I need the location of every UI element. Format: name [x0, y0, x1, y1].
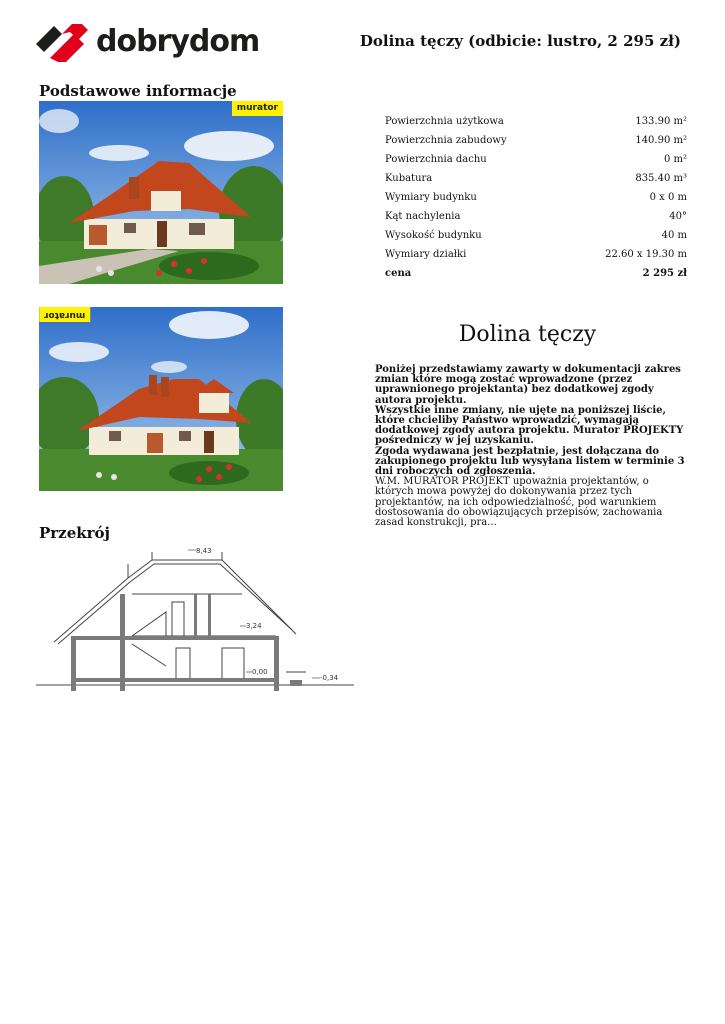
spec-label: Powierzchnia dachu: [385, 154, 487, 165]
spec-row: [385, 131, 687, 150]
spec-row: [385, 112, 687, 131]
description-bold-2: Wszystkie inne zmiany, nie ujęte na poniższej liście, które chcieliby Państwo wprowadzić, wymagają dodatkowej zgody autora projektu. Murator PROJEKTY pośredniczy w jej uzyskaniu.: [375, 404, 684, 447]
brand-name: dobrydom: [96, 24, 260, 59]
murator-badge: murator: [232, 101, 283, 116]
description: [375, 365, 685, 528]
level-label: 0,00: [252, 668, 268, 676]
spec-row: [385, 169, 687, 188]
spec-label: Kąt nachylenia: [385, 211, 461, 222]
specs-table: [385, 112, 687, 283]
spec-value: 133.90 m²: [635, 116, 687, 127]
spec-row: [385, 188, 687, 207]
level-label: 3,24: [246, 622, 262, 630]
level-label: -0,34: [320, 674, 339, 682]
spec-label: Wymiary działki: [385, 249, 467, 260]
spec-label: Wysokość budynku: [385, 230, 482, 241]
house-photo-front: [39, 101, 283, 284]
spec-value: 0 x 0 m: [649, 192, 687, 203]
spec-value: 22.60 x 19.30 m: [605, 249, 687, 260]
description-bold-1: Poniżej przedstawiamy zawarty w dokumentacji zakres zmian które mogą zostać wprowadzone (przez uprawnionego projektanta) bez dodatkowej zgody autora projektu.: [375, 364, 681, 406]
level-label: 8,43: [196, 547, 212, 555]
spec-label: Powierzchnia użytkowa: [385, 116, 504, 127]
price-value: 2 295 zł: [642, 268, 687, 279]
page-title: Dolina tęczy (odbicie: lustro, 2 295 zł): [359, 32, 681, 50]
price-row: [385, 264, 687, 283]
spec-value: 40°: [669, 211, 687, 222]
cross-section-drawing: [36, 544, 356, 704]
description-bold-3: Zgoda wydawana jest bezpłatnie, jest dołączana do zakupionego projektu lub wysyłana listem w terminie 3 dni roboczych od zgłoszenia.: [375, 445, 685, 478]
price-label: cena: [385, 268, 412, 279]
spec-row: [385, 207, 687, 226]
spec-label: Wymiary budynku: [385, 192, 477, 203]
description-text: W.M. MURATOR PROJEKT upoważnia projektantów, o których mowa powyżej do dokonywania przez tych projektantów, na ich odpowiedzialność, pod warunkiem dostosowania do obowiązujących przepisów, zachowania zasad konstrukcji, pra...: [375, 476, 663, 529]
spec-label: Kubatura: [385, 173, 433, 184]
spec-value: 835.40 m³: [635, 173, 687, 184]
spec-value: 0 m²: [663, 154, 687, 165]
project-name: Dolina tęczy: [458, 322, 597, 347]
house-photo-mirrored: [39, 307, 283, 491]
spec-row: [385, 150, 687, 169]
spec-label: Powierzchnia zabudowy: [385, 135, 507, 146]
murator-badge-mirrored: murator: [39, 307, 90, 322]
spec-value: 40 m: [661, 230, 687, 241]
spec-row: [385, 226, 687, 245]
spec-row: [385, 245, 687, 264]
section-title: Przekrój: [39, 524, 110, 542]
spec-value: 140.90 m²: [635, 135, 687, 146]
basic-info-title: Podstawowe informacje: [39, 82, 237, 100]
